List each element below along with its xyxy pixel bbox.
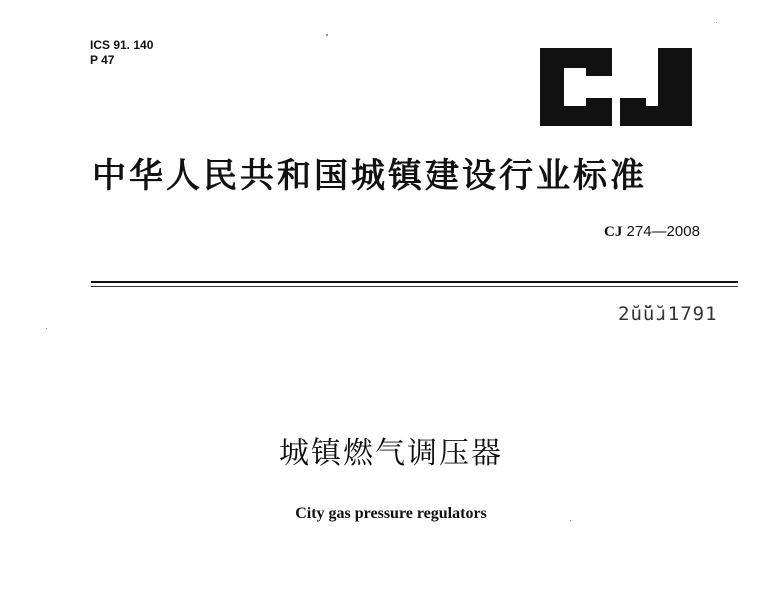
library-stamp-code: 2ŭ̆ŭ̆ɹ1791 [618,303,718,325]
scan-speck [326,34,328,36]
ics-code: ICS 91. 140 [90,38,154,52]
issuing-body-title: 中华人民共和国城镇建设行业标准 [92,156,647,196]
document-title-cn: 城镇燃气调压器 [279,436,503,471]
standard-number [604,223,700,241]
document-title-en: City gas pressure regulators [295,505,487,522]
standard-prefix: CJ [604,224,623,240]
header-rule [91,281,738,283]
header-rule-thin [91,286,738,287]
scan-speck [570,520,571,521]
cj-logo [540,48,692,126]
logo-letter-c [540,48,612,126]
scan-speck [716,22,717,23]
logo-letter-j [620,48,692,126]
classification-codes [90,38,153,68]
standard-code: 274—2008 [626,223,700,240]
scan-speck [46,328,47,329]
ccs-code: P 47 [90,53,115,67]
